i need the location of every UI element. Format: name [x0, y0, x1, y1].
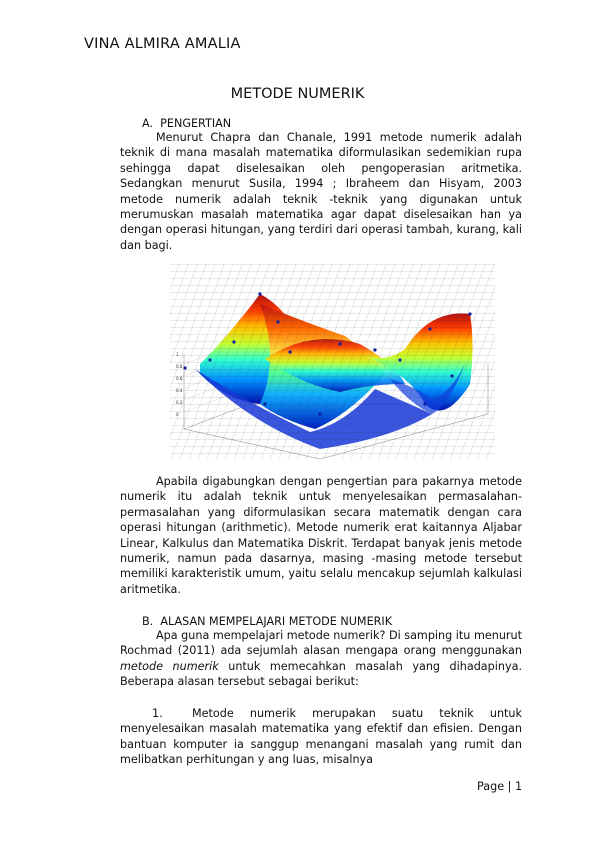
- section-marker: A.: [142, 117, 154, 130]
- section-heading-a: [142, 117, 231, 130]
- paragraph-1: [120, 130, 522, 253]
- paragraph-2: [120, 474, 522, 597]
- paragraph-2-text: Apabila digabungkan dengan pengertian para pakarnya metode numerik itu adalah teknik untuk menyelesaikan permasalahan-permasalahan yang diformulasikan secara matematik dengan cara operasi hitungan (arithmetic). Metode numerik erat kaitannya Aljabar Linear, Kalkulus dan Matematika Diskrit. Terdapat banyak jenis metode numerik, namun pada dasarnya, masing -masing metode tersebut memiliki karakteristik umum, yaitu selalu mencakup sejumlah kalkulasi aritmetika.: [120, 475, 522, 596]
- paragraph-3-emphasis: metode numerik: [120, 659, 219, 673]
- page-title: METODE NUMERIK: [230, 86, 365, 102]
- section-heading-b: [142, 615, 392, 628]
- section-marker: B.: [142, 615, 154, 628]
- surface-plot-figure: [170, 264, 495, 459]
- section-heading-text: ALASAN MEMPELAJARI METODE NUMERIK: [160, 615, 393, 628]
- author-name: VINA ALMIRA AMALIA: [84, 36, 241, 52]
- paragraph-3-text-end: untuk memecahkan masalah yang dihadapinya. Beberapa alasan tersebut sebagai berikut:: [120, 659, 522, 689]
- paragraph-1-text: Menurut Chapra dan Chanale, 1991 metode numerik adalah teknik di mana masalah matematika diformulasikan sedemikian rupa sehingga dapat diselesaikan oleh pengoperasian aritmetika. Sedangkan menurut Susila, 1994 ; Ibraheem dan Hisyam, 2003 metode numerik adalah teknik -teknik yang digunakan untuk merumuskan masalah matematika agar dapat diselesaikan han ya dengan operasi hitungan, yang terdiri dari operasi tambah, kurang, kali dan bagi.: [120, 131, 522, 252]
- section-heading-text: PENGERTIAN: [160, 117, 232, 130]
- paragraph-3: [120, 628, 522, 690]
- 3d-surface-plot-icon: [170, 264, 495, 459]
- list-item-number: 1.: [152, 707, 163, 720]
- list-item: [120, 706, 522, 768]
- list-item-text: Metode numerik merupakan suatu teknik untuk menyelesaikan masalah matematika yang efektif dan efisien. Dengan bantuan komputer ia sanggup menangani masalah yang rumit dan melibatkan perhitungan y ang luas, misalnya: [120, 707, 522, 767]
- paragraph-3-text-start: Apa guna mempelajari metode numerik? Di samping itu menurut Rochmad (2011) ada sejumlah alasan mengapa orang menggunakan: [120, 629, 522, 658]
- page-number: Page | 1: [477, 780, 523, 793]
